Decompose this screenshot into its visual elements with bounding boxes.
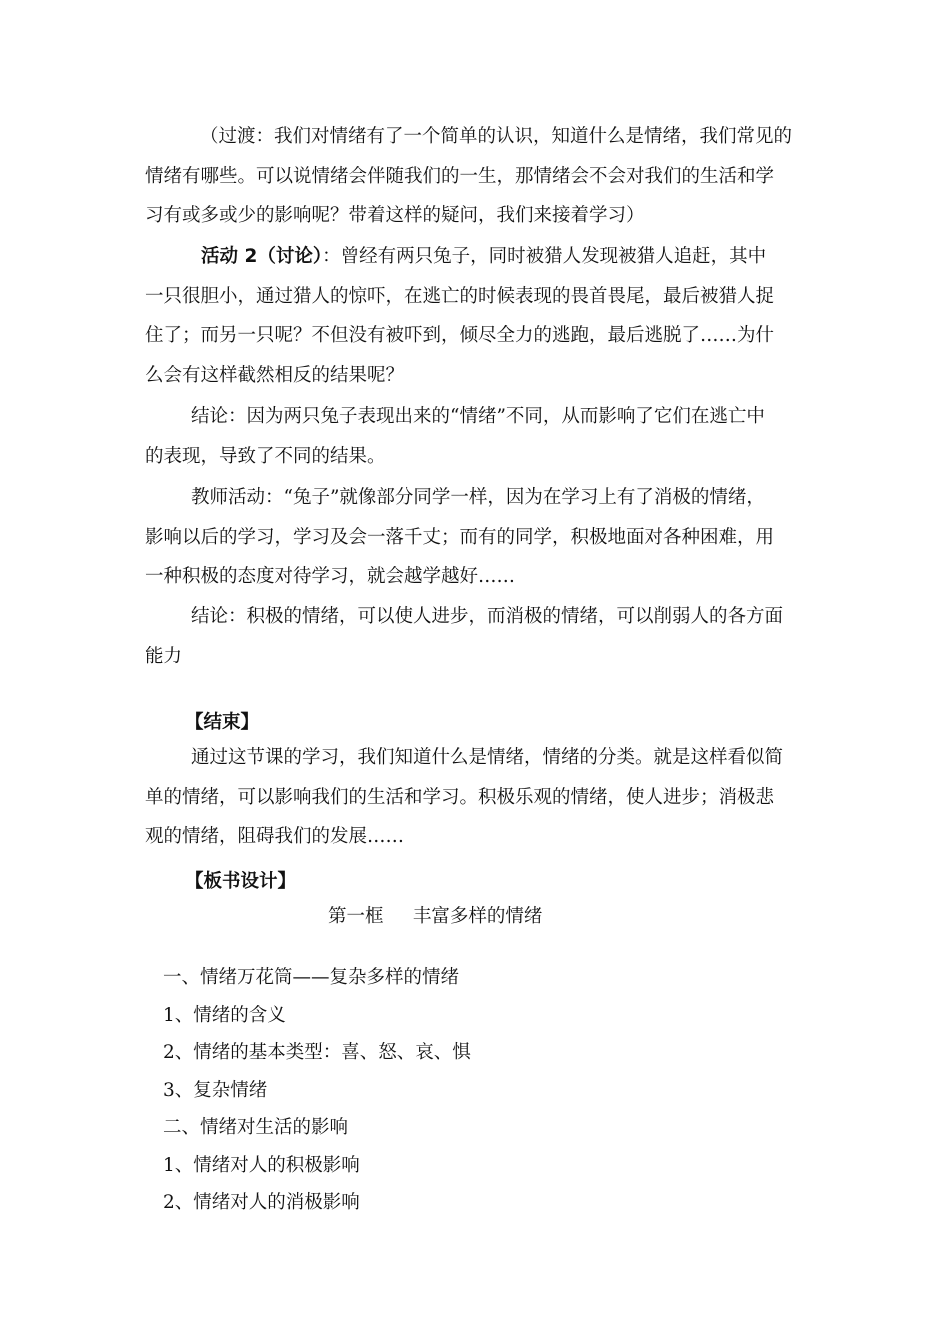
outline-item: 2、情绪对人的消极影响 [163,1192,360,1213]
board-outline [163,959,471,1222]
transition-line-1: （过渡：我们对情绪有了一个简单的认识，知道什么是情绪，我们常见的 [200,126,793,147]
activity2-line-2: 一只很胆小，通过猎人的惊吓，在逃亡的时候表现的畏首畏尾，最后被猎人捉 [145,285,775,307]
activity2-label: 活动 2（讨论） [201,246,323,267]
activity2-line-4: 么会有这样截然相反的结果呢？ [145,364,405,386]
transition-line-3: 习有或多或少的影响呢？带着这样的疑问，我们来接着学习） [145,205,645,226]
ending-paragraph [145,738,811,857]
teacher-line-2: 影响以后的学习，学习及会一落千丈；而有的同学，积极地面对各种困难，用 [145,526,775,548]
outline-item: 1、情绪的含义 [163,1004,286,1026]
outline-item: 一、情绪万花筒——复杂多样的情绪 [163,967,460,988]
activity2-line-1 [145,237,811,277]
conclusion1-line-1: 结论：因为两只兔子表现出来的“情绪”不同，从而影响了它们在逃亡中 [191,406,765,427]
outline-item: 2、情绪的基本类型：喜、怒、哀、惧 [163,1042,471,1063]
ending-line-3: 观的情绪，阻碍我们的发展…… [145,826,405,847]
board-title: 第一框 丰富多样的情绪 [328,906,543,927]
conclusion2-line-2: 能力 [145,645,183,667]
teacher-line-1: 教师活动：“兔子”就像部分同学一样，因为在学习上有了消极的情绪， [191,487,765,508]
ending-line-1: 通过这节课的学习，我们知道什么是情绪，情绪的分类。就是这样看似简 [191,747,784,768]
activity2-paragraph [145,237,811,395]
ending-line-2: 单的情绪，可以影响我们的生活和学习。积极乐观的情绪，使人进步；消极悲 [145,786,775,808]
outline-item: 3、复杂情绪 [163,1079,268,1101]
conclusion2-line-1: 结论：积极的情绪，可以使人进步，而消极的情绪，可以削弱人的各方面 [191,606,784,627]
conclusion1-paragraph [145,397,811,476]
transition-line-2: 情绪有哪些。可以说情绪会伴随我们的一生，那情绪会不会对我们的生活和学 [145,165,775,187]
conclusion1-line-2: 的表现，导致了不同的结果。 [145,445,386,467]
teacher-line-3: 一种积极的态度对待学习，就会越学越好…… [145,566,516,587]
ending-heading: 【结束】 [185,712,260,733]
activity2-first-line: ：曾经有两只兔子，同时被猎人发现被猎人追赶，其中 [322,246,767,267]
outline-item: 二、情绪对生活的影响 [163,1117,349,1138]
transition-paragraph [145,117,811,236]
activity2-line-3: 住了；而另一只呢？不但没有被吓到，倾尽全力的逃跑，最后逃脱了……为什 [145,325,775,346]
board-heading: 【板书设计】 [185,871,297,892]
conclusion2-paragraph [145,597,811,676]
outline-item: 1、情绪对人的积极影响 [163,1154,360,1176]
teacher-paragraph [145,478,811,597]
